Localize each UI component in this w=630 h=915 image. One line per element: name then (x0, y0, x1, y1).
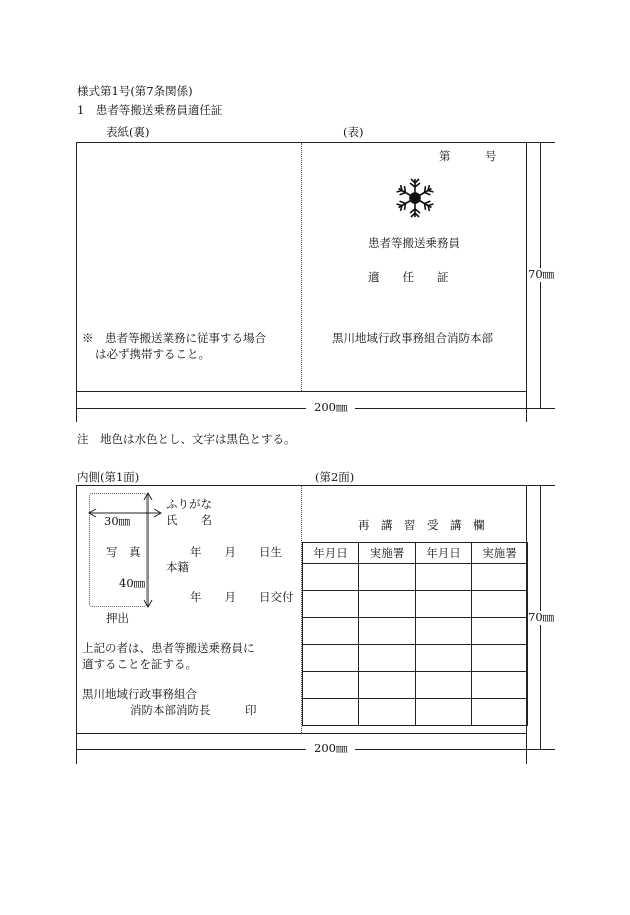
table-cell (472, 699, 528, 726)
table-cell (303, 645, 359, 672)
domicile-label: 本籍 (166, 560, 189, 574)
inside-height-dim: 70㎜ (528, 610, 555, 624)
cover-height-dim-tick-bottom (527, 408, 555, 409)
issuer-org-line2: 消防本部消防長 印 (130, 703, 257, 717)
color-note: 注 地色は水色とし、文字は黒色とする。 (77, 432, 296, 446)
issue-date-line: 年 月 日交付 (190, 590, 294, 604)
cover-width-dim-line (76, 408, 527, 409)
table-cell (359, 645, 416, 672)
cover-card-subtitle: 適 任 証 (368, 270, 449, 284)
cover-back-label: 表紙(裏) (106, 125, 150, 139)
photo-width-dim: 30㎜ (104, 514, 131, 528)
table-cell (303, 564, 359, 591)
certification-line2: 適することを証する。 (82, 657, 197, 671)
table-row (303, 699, 528, 726)
inside-width-dim-tick-left (76, 734, 77, 764)
table-row (303, 672, 528, 699)
table-cell (359, 591, 416, 618)
retraining-title: 再 講 習 受 講 欄 (358, 518, 485, 532)
table-cell (303, 672, 359, 699)
table-header-station-2: 実施署 (472, 543, 528, 564)
furigana-label: ふりがな (166, 497, 212, 511)
table-cell (472, 618, 528, 645)
cover-front-label: (表) (343, 125, 364, 139)
table-cell (359, 618, 416, 645)
certification-line1: 上記の者は、患者等搬送乗務員に (82, 641, 255, 655)
cover-note-line1: ※ 患者等搬送業務に従事する場合 (82, 331, 266, 345)
table-cell (303, 618, 359, 645)
section-title: 1 患者等搬送乗務員適任証 (77, 103, 223, 117)
name-label: 氏 名 (166, 513, 212, 527)
table-cell (416, 564, 472, 591)
retraining-table (302, 542, 528, 726)
photo-height-dim: 40㎜ (119, 576, 146, 590)
table-cell (303, 591, 359, 618)
inside-page1-label: 内側(第1面) (77, 470, 140, 484)
table-row (303, 564, 528, 591)
table-cell (472, 564, 528, 591)
table-cell (359, 564, 416, 591)
inside-page2-label: (第2面) (315, 470, 355, 484)
table-cell (303, 699, 359, 726)
fire-department-emblem-icon (394, 177, 436, 219)
birth-date-line: 年 月 日生 (190, 545, 282, 559)
cover-card-title: 患者等搬送乗務員 (368, 236, 460, 250)
table-row (303, 645, 528, 672)
table-header-station-1: 実施署 (359, 543, 416, 564)
cover-width-dim-tick-right (526, 392, 527, 422)
form-number: 様式第1号(第7条関係) (77, 84, 193, 98)
table-row (303, 618, 528, 645)
cover-width-dim-tick-left (76, 392, 77, 422)
table-cell (416, 672, 472, 699)
inside-width-dim-line (76, 749, 527, 750)
table-row (303, 591, 528, 618)
table-cell (472, 645, 528, 672)
cover-width-dim: 200㎜ (306, 402, 355, 414)
photo-height-arrow-icon (144, 493, 152, 607)
cover-issuer: 黒川地域行政事務組合消防本部 (332, 331, 493, 345)
issuer-org-line1: 黒川地域行政事務組合 (82, 687, 197, 701)
cover-height-dim-tick-top (527, 142, 555, 143)
cover-height-dim: 70㎜ (528, 267, 555, 281)
table-header-date-2: 年月日 (416, 543, 472, 564)
photo-label: 写 真 (106, 545, 141, 559)
inside-height-dim-tick-top (527, 485, 555, 486)
photo-stamp-label: 押出 (106, 611, 129, 625)
table-cell (472, 672, 528, 699)
table-cell (359, 672, 416, 699)
cover-number-mark: 第 号 (439, 149, 497, 163)
inside-width-dim: 200㎜ (306, 743, 355, 755)
inside-height-dim-tick-bottom (527, 749, 555, 750)
table-cell (416, 699, 472, 726)
table-header-date-1: 年月日 (303, 543, 359, 564)
table-cell (416, 645, 472, 672)
table-cell (472, 591, 528, 618)
cover-fold-line (301, 143, 302, 391)
cover-note-line2: は必ず携帯すること。 (95, 347, 210, 361)
table-cell (416, 591, 472, 618)
inside-width-dim-tick-right (526, 734, 527, 764)
table-cell (359, 699, 416, 726)
table-cell (416, 618, 472, 645)
